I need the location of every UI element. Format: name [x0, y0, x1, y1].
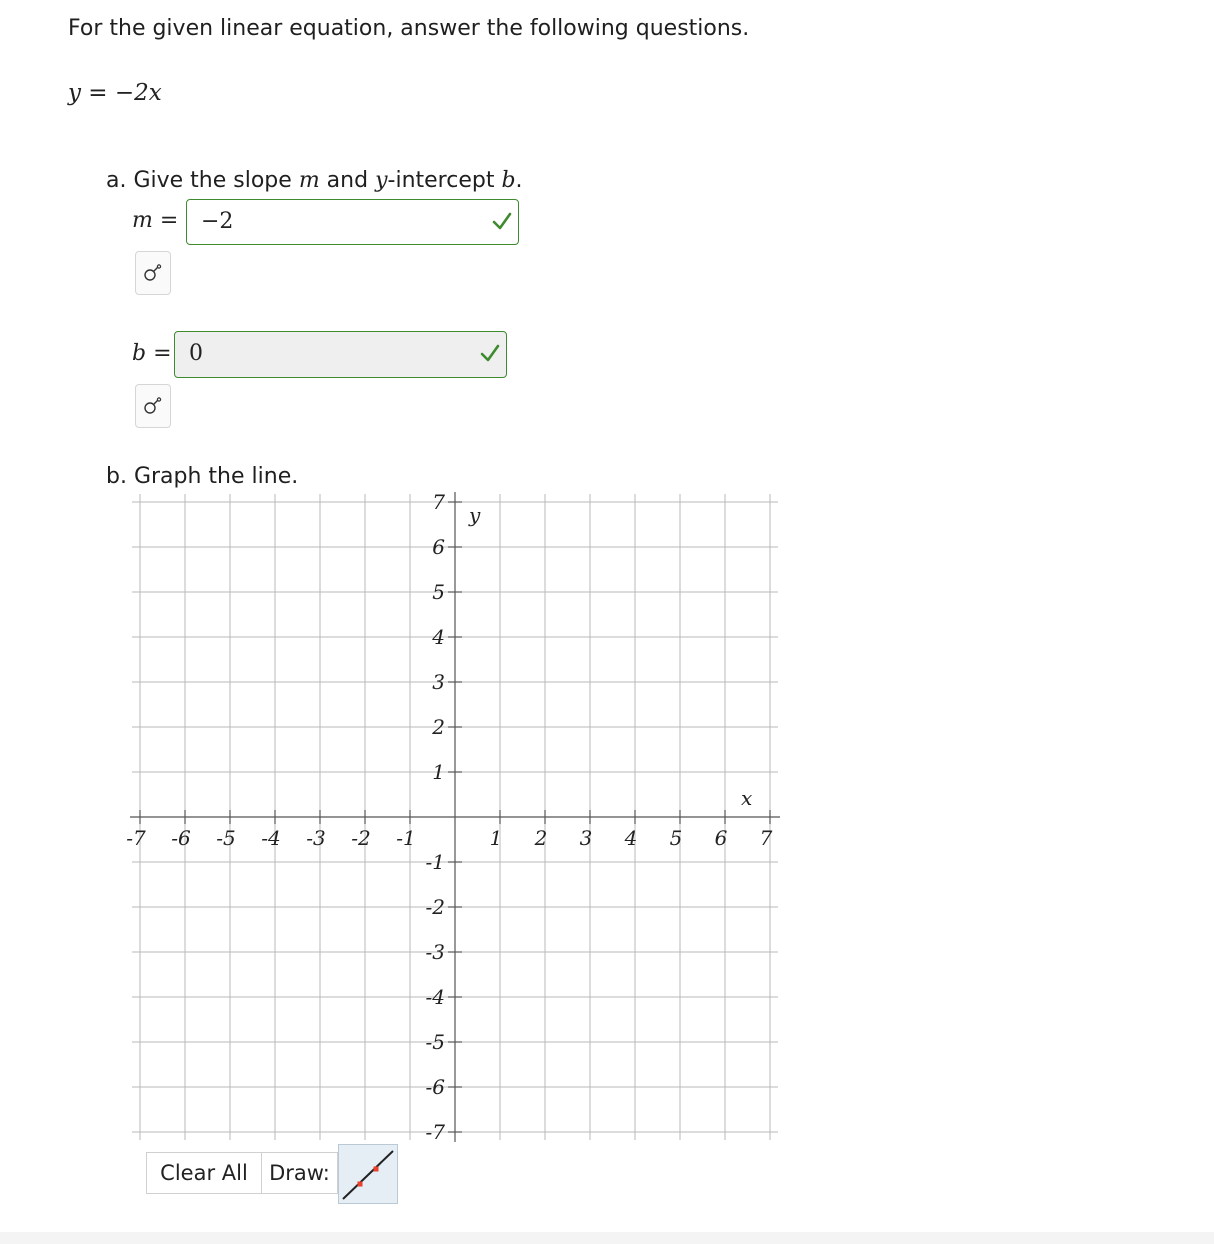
y-tick-label: 1 [432, 760, 445, 784]
part-a-text-1: a. Give the slope [106, 168, 299, 193]
x-tick-label: -6 [171, 826, 191, 850]
y-tick-label: -2 [425, 895, 445, 919]
x-tick-label: 5 [669, 826, 683, 850]
x-tick-label: 2 [534, 826, 548, 850]
y-tick-label: -6 [425, 1075, 445, 1099]
part-b-label: b. Graph the line. [106, 464, 299, 489]
bottom-strip [0, 1232, 1214, 1244]
part-a-text-3: -intercept [387, 168, 502, 193]
x-tick-label: 4 [624, 826, 638, 850]
y-var: y [375, 168, 388, 193]
x-tick-label: -2 [351, 826, 371, 850]
x-tick-label: -3 [306, 826, 326, 850]
x-axis-label: x [741, 786, 753, 810]
y-tick-label: -7 [425, 1120, 445, 1144]
part-a-period: . [515, 168, 523, 193]
axes [130, 492, 780, 1142]
y-tick-label: -3 [425, 940, 445, 964]
y-axis-label: y [469, 503, 481, 527]
x-tick-label: 1 [489, 826, 503, 850]
m-label: m = [132, 208, 179, 233]
x-tick-labels [126, 826, 772, 850]
slope-var: m [298, 168, 320, 193]
x-tick-label: 3 [579, 826, 593, 850]
question-prompt: For the given linear equation, answer the following questions. [68, 16, 750, 41]
y-tick-label: 3 [432, 670, 445, 694]
intercept-value: 0 [189, 341, 203, 366]
x-tick-label: 7 [759, 826, 773, 850]
x-tick-label: -5 [216, 826, 236, 850]
x-tick-label: -4 [261, 826, 281, 850]
x-tick-label: 6 [714, 826, 728, 850]
slope-value: −2 [201, 209, 234, 234]
y-tick-label: -5 [425, 1030, 445, 1054]
b-var: b [501, 168, 516, 193]
y-tick-label: -1 [425, 850, 445, 874]
b-label: b = [132, 341, 172, 366]
part-a-text-2: and [319, 168, 376, 193]
equation: y = −2x [68, 80, 162, 106]
y-tick-label: 6 [432, 535, 445, 559]
y-tick-label: 7 [432, 490, 445, 514]
x-tick-label: -7 [126, 826, 146, 850]
x-tick-label: -1 [396, 826, 416, 850]
y-tick-label: 2 [432, 715, 445, 739]
line-tool-button[interactable] [338, 1144, 398, 1204]
y-tick-label: 4 [432, 625, 445, 649]
y-tick-label: -4 [425, 985, 445, 1009]
line-tool-icon [339, 1145, 397, 1203]
draw-label: Draw: [262, 1152, 338, 1194]
y-tick-label: 5 [432, 580, 445, 604]
clear-all-button[interactable]: Clear All [146, 1152, 262, 1194]
